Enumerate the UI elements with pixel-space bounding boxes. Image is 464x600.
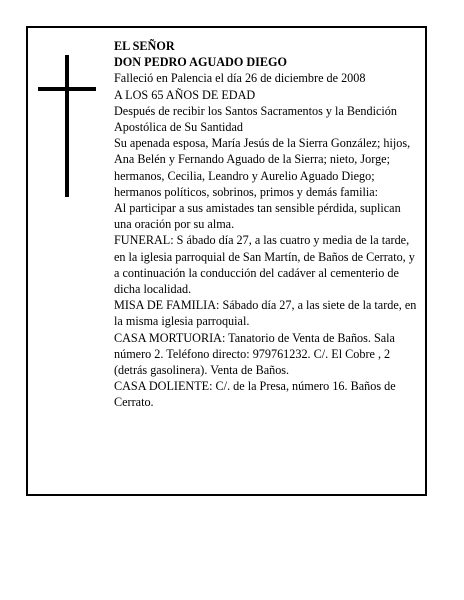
obituary-text xyxy=(114,38,418,411)
sacraments-paragraph: Después de recibir los Santos Sacramentos y la Bendición Apostólica de Su Santidad xyxy=(114,103,397,135)
family-paragraph: Su apenada esposa, María Jesús de la Sierra González; hijos, Ana Belén y Fernando Aguado de la Sierra; nieto, Jorge; hermanos, Cecilia, Leandro y Aurelio Aguado Diego; hermanos políticos, sobrinos, primos y demás familia: xyxy=(114,136,411,199)
family-mass-paragraph: MISA DE FAMILIA: Sábado día 27, a las siete de la tarde, en la misma iglesia parroquial. xyxy=(114,298,417,329)
death-notice: Falleció en Palencia el día 26 de diciembre de 2008 xyxy=(114,71,366,86)
funeral-paragraph: FUNERAL: S ábado día 27, a las cuatro y media de la tarde, en la iglesia parroquial de San Martín, de Baños de Cerrato, y a continuación la conducción del cadáver al cementerio de dicha localidad. xyxy=(114,233,415,297)
mortuary-paragraph: CASA MORTUORIA: Tanatorio de Venta de Baños. Sala número 2. Teléfono directo: 979761232. C/. El Cobre , 2 (detrás gasolinera). Venta de Baños. xyxy=(114,330,395,378)
prayer-request-paragraph: Al participar a sus amistades tan sensible pérdida, suplican una oración por su alma. xyxy=(114,201,401,232)
cross-horizontal-bar xyxy=(38,87,96,91)
deceased-name: DON PEDRO AGUADO DIEGO xyxy=(114,55,288,70)
title-line-1: EL SEÑOR xyxy=(114,39,175,53)
age-line: A LOS 65 AÑOS DE EDAD xyxy=(114,87,256,102)
mourning-house-paragraph: CASA DOLIENTE: C/. de la Presa, número 16. Baños de Cerrato. xyxy=(114,379,396,410)
cross-vertical-bar xyxy=(65,55,69,197)
